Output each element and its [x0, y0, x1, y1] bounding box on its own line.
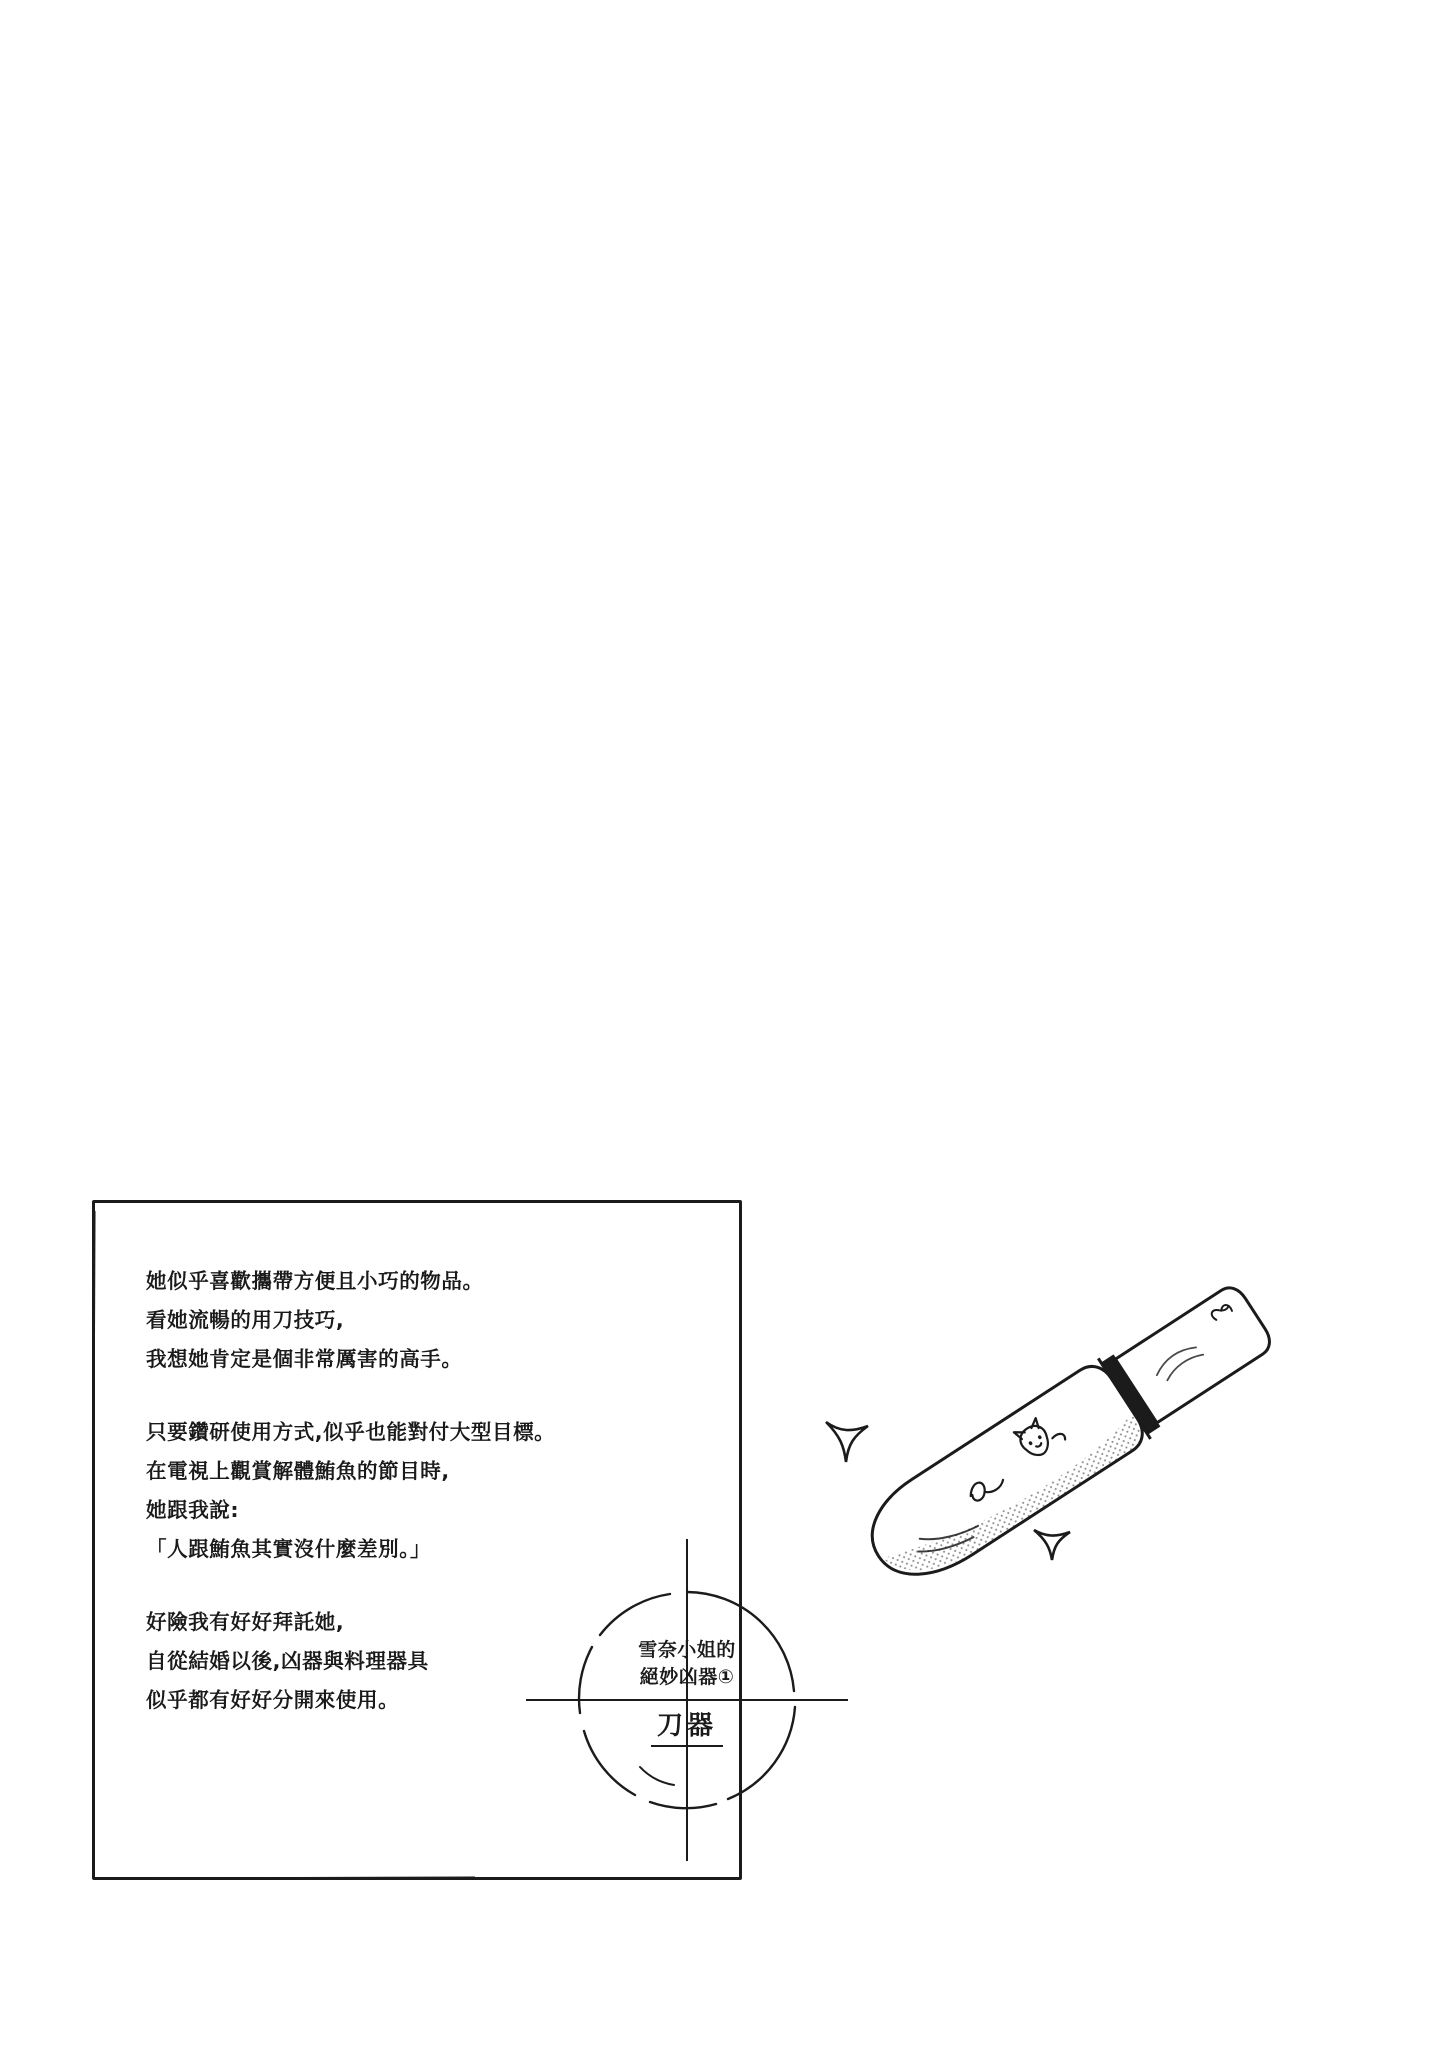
paragraph: [146, 1413, 716, 1569]
text-line-quote: 「人跟鮪魚其實沒什麼差別。」: [146, 1537, 432, 1561]
text-line: 在電視上觀賞解體鮪魚的節目時,: [146, 1459, 450, 1483]
text-line: 只要鑽研使用方式,似乎也能對付大型目標。: [146, 1420, 556, 1444]
stamp-title: 刀器: [651, 1705, 723, 1747]
text-line: 自從結婚以後,凶器與料理器具: [146, 1649, 429, 1673]
santoku-knife-icon: [790, 1290, 1330, 1610]
sparkle-icon: [826, 1422, 868, 1462]
text-line: 她似乎喜歡攜帶方便且小巧的物品。: [146, 1269, 484, 1293]
text-line: 看她流暢的用刀技巧,: [146, 1308, 345, 1332]
text-line: 我想她肯定是個非常厲害的高手。: [146, 1347, 463, 1371]
text-line: 好險我有好好拜託她,: [146, 1610, 345, 1634]
text-line: 似乎都有好好分開來使用。: [146, 1688, 400, 1712]
knife-illustration: [790, 1290, 1330, 1610]
sparkle-icon: [1034, 1530, 1070, 1560]
stamp-badge: [578, 1591, 796, 1809]
text-line: 她跟我說:: [146, 1498, 240, 1522]
stamp-line-1: 雪奈小姐的: [638, 1639, 736, 1661]
stamp-line-2: 絕妙凶器①: [639, 1666, 735, 1688]
paragraph: [146, 1262, 716, 1379]
stamp-text-block: [578, 1637, 796, 1747]
